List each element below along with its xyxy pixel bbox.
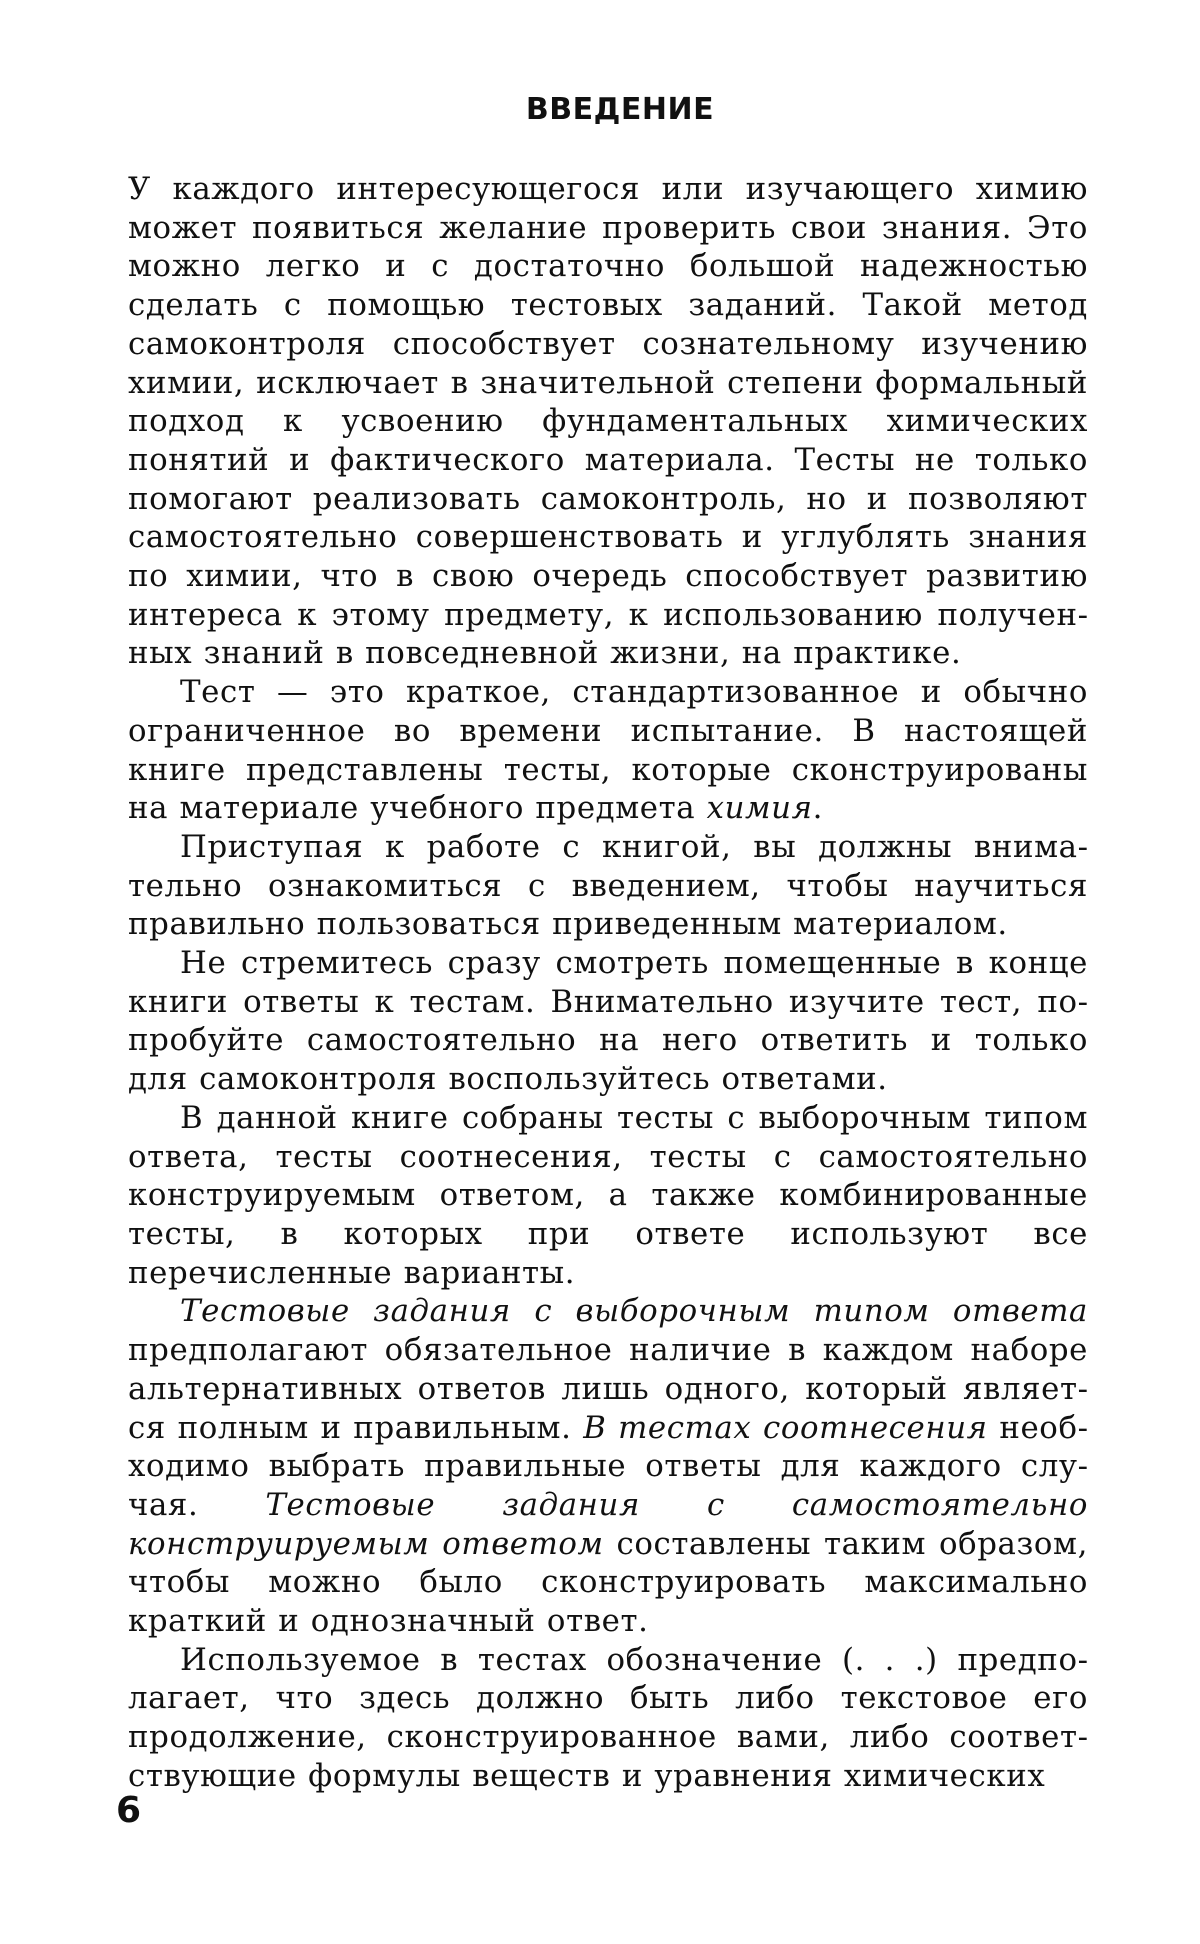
page-number: 6: [116, 1790, 142, 1831]
paragraph-6-text-3: составлены таким образом, чтобы можно было сконструировать максимально краткий и однозначный ответ.: [128, 1525, 1089, 1640]
paragraph-2-text: Тест — это краткое, стандартизованное и обычно ограниченное во времени испытание. В настоящей книге представлены тесты, которые сконструированы на материале учебного предмета: [128, 674, 1088, 827]
paragraph-6-italic-3: Тестовые задания с самостоятельно конструируемым ответом: [128, 1486, 1089, 1562]
chapter-heading: ВВЕДЕНИЕ: [525, 92, 715, 127]
paragraph-1: У каждого интересующегося или изучающего химию может появиться желание проверить свои знания. Это можно легко и с достаточно большой надежностью сделать с помощью тестовых заданий. Такой метод самоконтроля способствует сознательному изучению химии, исключает в значительной степени формальный подход к усвоению фундаментальных химических понятий и фактического материала. Тесты не только помогают реализовать самоконтроль, но и позволяют самостоятельно совершенствовать и углублять знания по химии, что в свою очередь способствует развитию интереса к этому предмету, к использованию полученных знаний в повседневной жизни, на практике.: [128, 171, 1088, 672]
paragraph-6-text-1: предполагают обязательное наличие в каждом наборе альтернативных ответов лишь одного, который является полным и правильным.: [128, 1332, 1088, 1446]
paragraph-6: [128, 1292, 1088, 1640]
paragraph-6-italic-1: Тестовые задания с выборочным типом ответа: [180, 1293, 1088, 1330]
paragraph-4: Не стремитесь сразу смотреть помещенные в конце книги ответы к тестам. Внимательно изучите тест, попробуйте самостоятельно на него ответить и только для самоконтроля воспользуйтесь ответами.: [128, 945, 1088, 1098]
body-text: [128, 170, 1088, 1796]
paragraph-2: [128, 673, 1088, 828]
paragraph-2-end: .: [812, 790, 823, 827]
paragraph-7: Используемое в тестах обозначение (. . .) предполагает, что здесь должно быть либо текстовое его продолжение, сконструированное вами, либо соответствующие формулы веществ и уравнения химических: [128, 1641, 1088, 1794]
paragraph-6-italic-2: В тестах соотнесения: [583, 1409, 988, 1446]
paragraph-3: Приступая к работе с книгой, вы должны внимательно ознакомиться с введением, чтобы научиться правильно пользоваться приведенным материалом.: [128, 828, 1088, 943]
paragraph-5: В данной книге собраны тесты с выборочным типом ответа, тесты соотнесения, тесты с самостоятельно конструируемым ответом, а также комбинированные тесты, в которых при ответе используют все перечисленные варианты.: [128, 1099, 1088, 1291]
paragraph-2-italic: химия: [706, 790, 813, 827]
paragraph-6-text-2: необходимо выбрать правильные ответы для каждого случая.: [128, 1409, 1088, 1523]
